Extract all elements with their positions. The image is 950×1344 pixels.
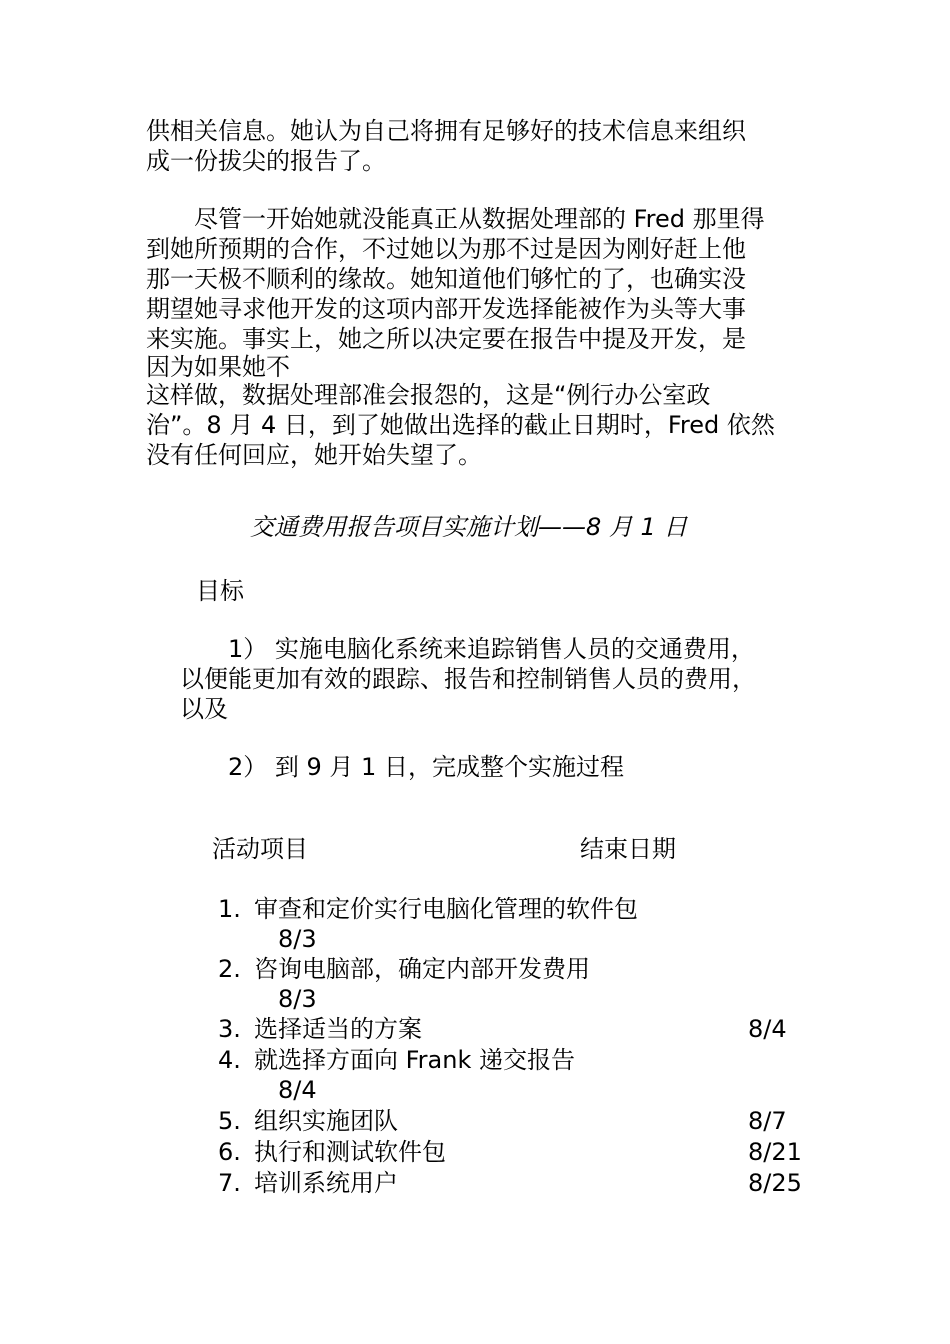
item-date: 8/7 <box>748 1107 787 1135</box>
goal-line: 2） 到 9 月 1 日，完成整个实施过程 <box>228 753 624 781</box>
paragraph-line: 那一天极不顺利的缘故。她知道他们够忙的了，也确实没 <box>146 265 746 293</box>
item-text: 就选择方面向 Frank 递交报告 <box>254 1046 575 1074</box>
item-number: 4. <box>218 1046 241 1074</box>
paragraph-line: 这样做，数据处理部准会报怨的，这是“例行办公室政 <box>146 381 711 409</box>
paragraph-line: 来实施。事实上，她之所以决定要在报告中提及开发，是 <box>146 325 746 353</box>
goal-line: 1） 实施电脑化系统来追踪销售人员的交通费用， <box>228 635 755 663</box>
paragraph-line: 尽管一开始她就没能真正从数据处理部的 Fred 那里得 <box>194 205 765 233</box>
goal-line: 以便能更加有效的跟踪、报告和控制销售人员的费用， <box>180 665 756 693</box>
item-text: 审查和定价实行电脑化管理的软件包 <box>254 895 638 923</box>
plan-title: 交通费用报告项目实施计划——8 月 1 日 <box>250 513 688 541</box>
paragraph-line: 供相关信息。她认为自己将拥有足够好的技术信息来组织 <box>146 117 746 145</box>
paragraph-line: 治”。8 月 4 日，到了她做出选择的截止日期时，Fred 依然 <box>146 411 775 439</box>
item-date: 8/3 <box>278 925 317 953</box>
item-date: 8/4 <box>748 1015 787 1043</box>
paragraph-line: 没有任何回应，她开始失望了。 <box>146 441 482 469</box>
goal-heading: 目标 <box>196 577 244 605</box>
paragraph-line: 到她所预期的合作，不过她以为那不过是因为刚好赶上他 <box>146 235 746 263</box>
item-number: 3. <box>218 1015 241 1043</box>
paragraph-line: 成一份拔尖的报告了。 <box>146 147 386 175</box>
paragraph-line: 因为如果她不 <box>146 353 290 381</box>
item-date: 8/25 <box>748 1169 802 1197</box>
paragraph-line: 期望她寻求他开发的这项内部开发选择能被作为头等大事 <box>146 295 746 323</box>
item-text: 培训系统用户 <box>254 1169 398 1197</box>
item-date: 8/3 <box>278 985 317 1013</box>
item-text: 咨询电脑部，确定内部开发费用 <box>254 955 590 983</box>
item-date: 8/4 <box>278 1076 317 1104</box>
item-number: 5. <box>218 1107 241 1135</box>
column-header-activity: 活动项目 <box>212 835 308 863</box>
item-number: 2. <box>218 955 241 983</box>
item-text: 执行和测试软件包 <box>254 1138 446 1166</box>
item-number: 6. <box>218 1138 241 1166</box>
goal-line: 以及 <box>180 695 228 723</box>
item-number: 7. <box>218 1169 241 1197</box>
item-number: 1. <box>218 895 241 923</box>
item-date: 8/21 <box>748 1138 802 1166</box>
column-header-date: 结束日期 <box>580 835 676 863</box>
item-text: 选择适当的方案 <box>254 1015 422 1043</box>
item-text: 组织实施团队 <box>254 1107 398 1135</box>
